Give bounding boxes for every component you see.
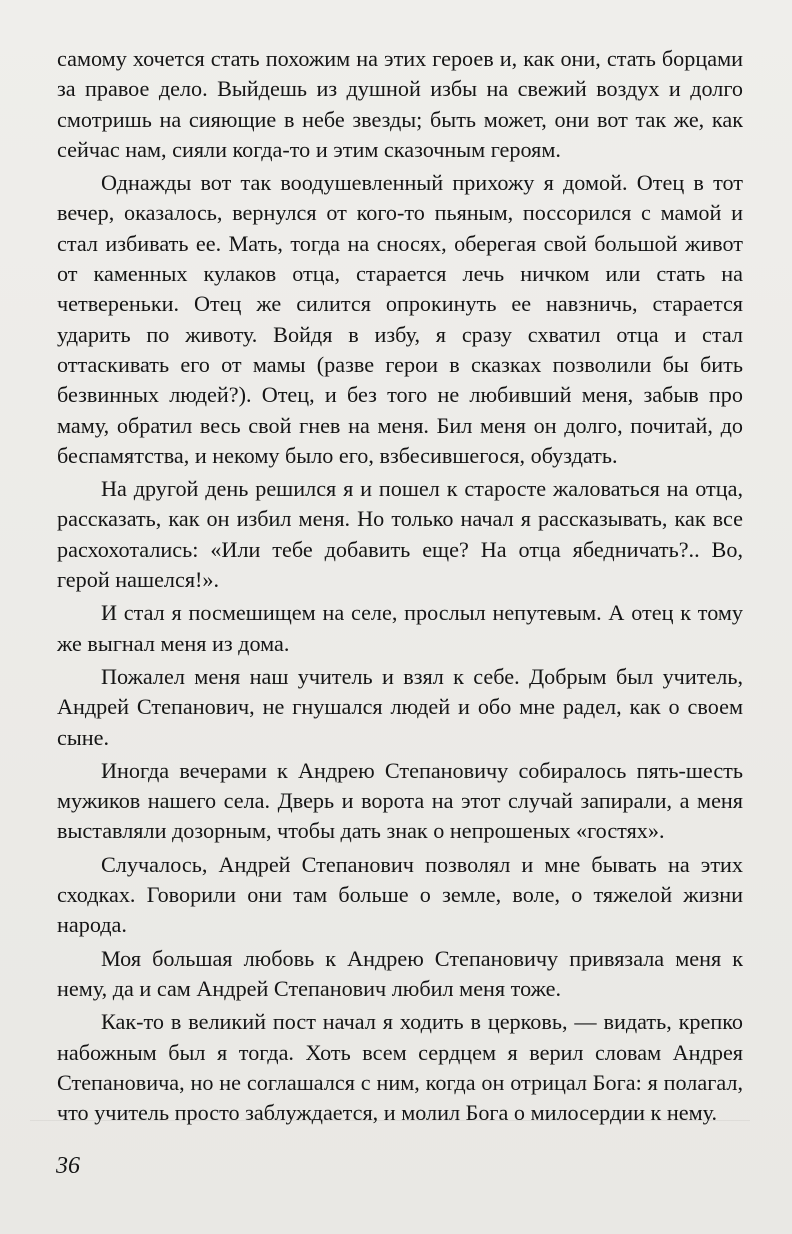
paragraph-8: Моя большая любовь к Андрею Степановичу привязала меня к нему, да и сам Андрей Степанович любил меня тоже.: [57, 945, 743, 1001]
paragraph-1: самому хочется стать похожим на этих героев и, как они, стать борцами за правое дело. Выйдешь из душной избы на свежий воздух и долго смотришь на сияющие в небе звезды; быть может, они вот так же, как сейчас нам, сияли когда-то и этим сказочным героям.: [57, 46, 743, 162]
paragraph-2: Однажды вот так воодушевленный прихожу я домой. Отец в тот вечер, оказалось, вернулся от кого-то пьяным, поссорился с мамой и стал избивать ее. Мать, тогда на сносях, оберегая свой большой живот от каменных кулаков отца, старается лечь ничком или стать на четвереньки. Отец же силится опрокинуть ее навзничь, старается ударить по животу. Войдя в избу, я сразу схватил отца и стал оттаскивать его от мамы (разве герои в сказках позволили бы бить безвинных людей?). Отец, и без того не любивший меня, забыв про маму, обратил весь свой гнев на меня. Бил меня он долго, почитай, до беспамятства, и некому было его, взбесившегося, обуздать.: [57, 170, 743, 468]
paragraph-4: И стал я посмешищем на селе, прослыл непутевым. А отец к тому же выгнал меня из дома.: [57, 600, 743, 656]
paragraph-6: Иногда вечерами к Андрею Степановичу собиралось пять-шесть мужиков нашего села. Дверь и ворота на этот случай запирали, а меня выставляли дозорным, чтобы дать знак о непрошеных «гостях».: [57, 757, 743, 844]
paragraph-9: Как-то в великий пост начал я ходить в церковь, — видать, крепко набожным был я тогда. Хоть всем сердцем я верил словам Андрея Степановича, но не соглашался с ним, когда он отрицал Бога: я полагал, что учитель просто заблуждается, и молил Бога о милосердии к нему.: [57, 1009, 743, 1126]
page-number: 36: [56, 1153, 80, 1179]
page-body-text: [57, 44, 743, 1131]
paragraph-5: Пожалел меня наш учитель и взял к себе. Добрым был учитель, Андрей Степанович, не гнушался людей и обо мне радел, как о своем сыне.: [57, 663, 743, 750]
paragraph-7: Случалось, Андрей Степанович позволял и мне бывать на этих сходках. Говорили они там больше о земле, воле, о тяжелой жизни народа.: [57, 851, 743, 938]
paragraph-3: На другой день решился я и пошел к старосте жаловаться на отца, рассказать, как он избил меня. Но только начал я рассказывать, как все расхохотались: «Или тебе добавить еще? На отца ябедничать?.. Во, герой нашелся!».: [57, 476, 743, 593]
